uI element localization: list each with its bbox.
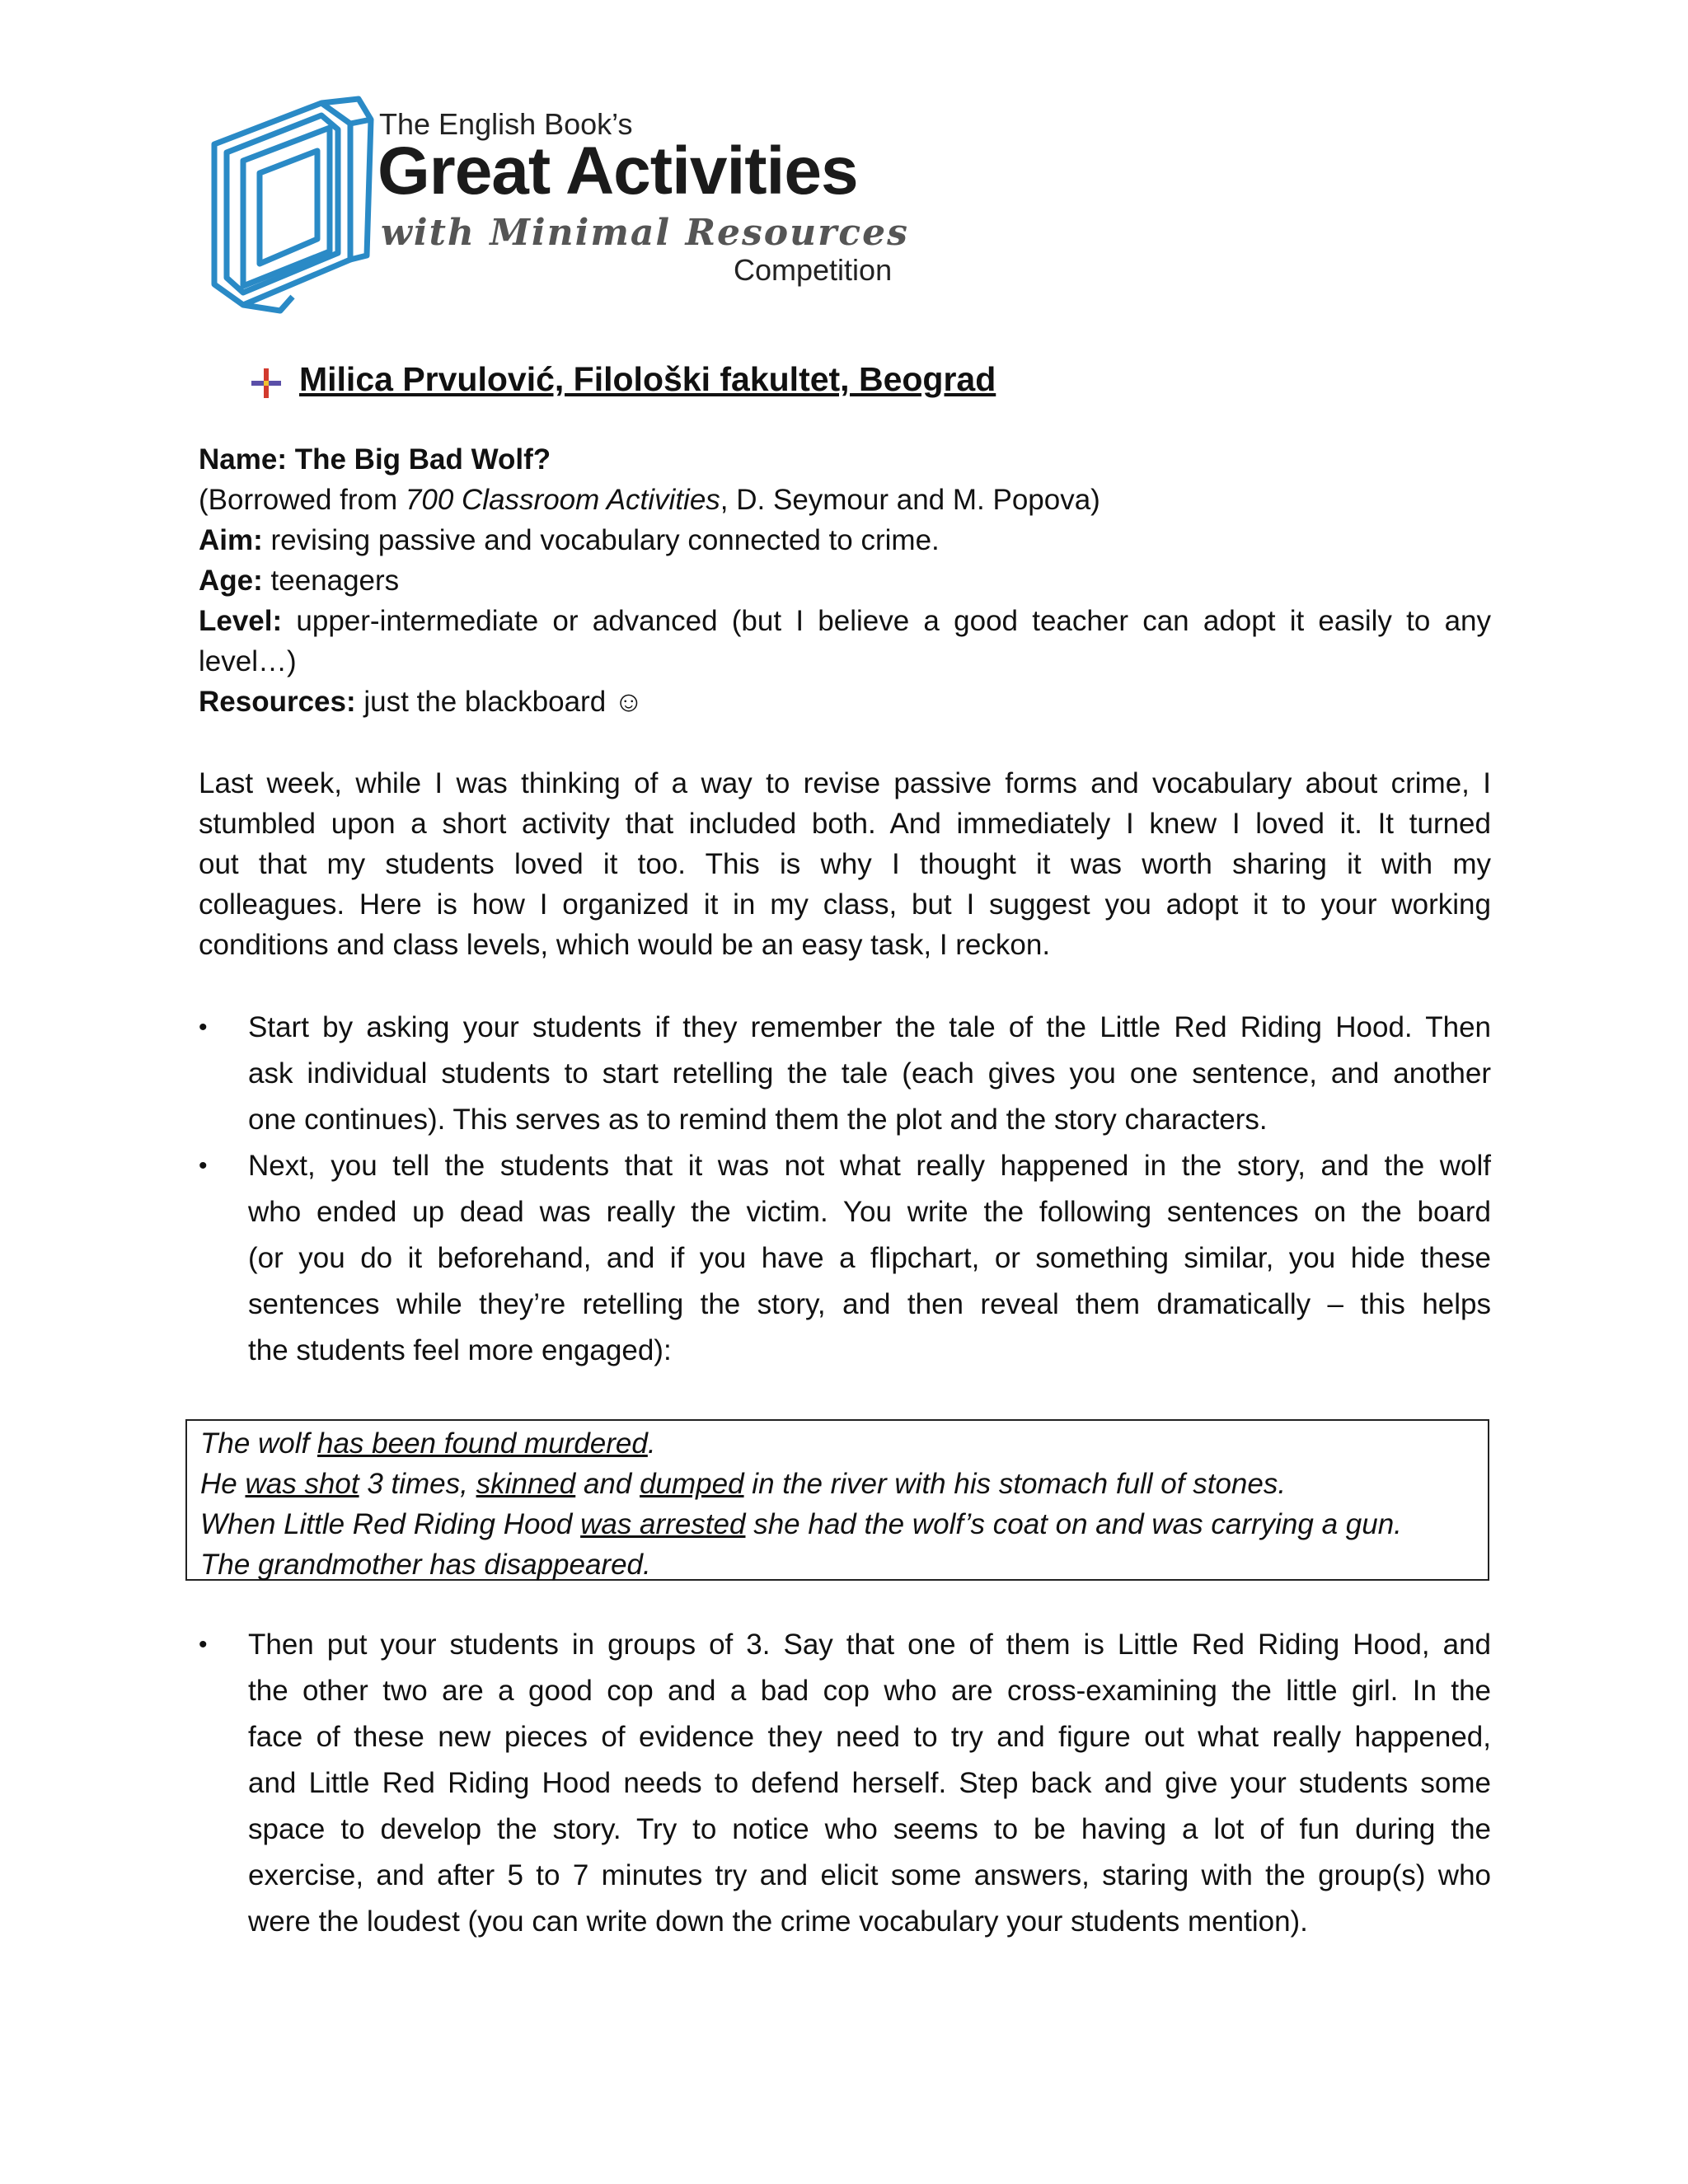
- box-text: she had the wolf’s coat on and was carrying a gun.: [745, 1508, 1402, 1540]
- intro-line: conditions and class levels, which would be an easy task, I reckon.: [199, 929, 1051, 961]
- list-item: [199, 1005, 1491, 1143]
- borrowed-title: 700 Classroom Activities: [405, 484, 720, 516]
- age-label: Age:: [199, 565, 263, 597]
- logo-line-4: Competition: [734, 253, 893, 287]
- bullet-line: face of these new pieces of evidence they need to try and figure out what really happened,: [248, 1721, 1491, 1753]
- intro-line: Last week, while I was thinking of a way to revise passive forms and vocabulary about crime, I: [199, 767, 1491, 799]
- name-label: Name:: [199, 443, 287, 476]
- bullet-line: and Little Red Riding Hood needs to defend herself. Step back and give your students some: [248, 1767, 1491, 1799]
- resources-label: Resources:: [199, 686, 356, 718]
- box-line-3: [200, 1504, 1475, 1544]
- box-underlined: skinned: [476, 1468, 576, 1500]
- borrowed-pre: (Borrowed from: [199, 484, 406, 516]
- name-line: [199, 439, 1491, 480]
- bullet-line: who ended up dead was really the victim. You write the following sentences on the board: [248, 1196, 1491, 1228]
- intro-line: stumbled upon a short activity that included both. And immediately I knew I loved it. It turned: [199, 808, 1491, 840]
- activity-metadata: [199, 439, 1491, 722]
- intro-line: colleagues. Here is how I organized it in my class, but I suggest you adopt it to your working: [199, 888, 1491, 921]
- level-line: [199, 601, 1491, 641]
- aim-line: [199, 520, 1491, 560]
- bullet-marker: •: [199, 1152, 208, 1179]
- crime-sentences-box: [185, 1419, 1489, 1581]
- box-text: in the river with his stomach full of stones.: [743, 1468, 1287, 1500]
- intro-paragraph: [199, 763, 1491, 965]
- bullet-line: (or you do it beforehand, and if you have a flipchart, or something similar, you hide these: [248, 1242, 1491, 1274]
- box-text: The wolf: [200, 1427, 317, 1460]
- box-underlined: has been found murdered: [317, 1427, 648, 1460]
- resources-value: just the blackboard ☺: [355, 686, 644, 718]
- list-item: [199, 1622, 1491, 1945]
- bullet-list-2: [199, 1622, 1491, 1945]
- box-text: He: [200, 1468, 246, 1500]
- box-line-1: [200, 1423, 1475, 1464]
- logo-line-3: with Minimal Resources: [381, 212, 909, 254]
- bullet-line: space to develop the story. Try to notice who seems to be having a lot of fun during the: [248, 1813, 1491, 1845]
- box-text: When Little Red Riding Hood: [200, 1508, 581, 1540]
- bullet-line: the other two are a good cop and a bad cop who are cross-examining the little girl. In the: [248, 1675, 1491, 1707]
- bullet-line: were the loudest (you can write down the crime vocabulary your students mention).: [248, 1905, 1308, 1938]
- book-logo-icon: [206, 95, 379, 317]
- borrowed-line: [199, 480, 1491, 520]
- bullet-line: exercise, and after 5 to 7 minutes try and elicit some answers, staring with the group(s) who: [248, 1859, 1491, 1891]
- bullet-list-1: [199, 1005, 1491, 1374]
- bullet-marker: •: [199, 1014, 208, 1041]
- competition-logo: [206, 95, 948, 326]
- box-underlined: was shot: [245, 1468, 359, 1500]
- bullet-line: the students feel more engaged):: [248, 1334, 672, 1366]
- age-value: teenagers: [262, 565, 400, 597]
- name-value: The Big Bad Wolf?: [294, 443, 551, 476]
- bullet-line: ask individual students to start retelling the tale (each gives you one sentence, and another: [248, 1057, 1491, 1090]
- intro-line: out that my students loved it too. This is why I thought it was worth sharing it with my: [199, 848, 1491, 880]
- level-label: Level:: [199, 605, 283, 637]
- level-line-2: [199, 641, 1491, 682]
- bullet-marker: •: [199, 1631, 208, 1658]
- logo-line-2: Great Activities: [377, 134, 858, 209]
- level-value-1: upper-intermediate or advanced (but I believe a good teacher can adopt it easily to any: [282, 605, 1491, 637]
- bullet-line: one continues). This serves as to remind them the plot and the story characters.: [248, 1104, 1268, 1136]
- box-text: 3 times,: [359, 1468, 476, 1500]
- box-text: and: [575, 1468, 640, 1500]
- bullet-line: Then put your students in groups of 3. Say that one of them is Little Red Riding Hood, and: [248, 1629, 1491, 1661]
- aim-label: Aim:: [199, 524, 263, 556]
- box-underlined: dumped: [640, 1468, 744, 1500]
- bullet-line: Next, you tell the students that it was not what really happened in the story, and the wolf: [248, 1150, 1491, 1182]
- list-item: [199, 1143, 1491, 1374]
- box-underlined: was arrested: [580, 1508, 746, 1540]
- box-text: .: [647, 1427, 656, 1460]
- box-line-4: The grandmother has disappeared.: [200, 1549, 651, 1581]
- aim-value: revising passive and vocabulary connected to crime.: [262, 524, 940, 556]
- bullet-line: sentences while they’re retelling the story, and then reveal them dramatically – this helps: [248, 1288, 1491, 1320]
- logo-line-1: The English Book’s: [379, 107, 633, 141]
- bullet-line: Start by asking your students if they remember the tale of the Little Red Riding Hood. Then: [248, 1011, 1491, 1043]
- author-heading: Milica Prvulović, Filološki fakultet, Beograd: [299, 360, 996, 398]
- age-line: [199, 560, 1491, 601]
- resources-line: [199, 682, 1491, 722]
- borrowed-post: , D. Seymour and M. Popova): [720, 484, 1100, 516]
- level-value-2: level…): [199, 645, 297, 677]
- box-line-2: [200, 1464, 1475, 1504]
- pushpin-icon: [250, 367, 283, 400]
